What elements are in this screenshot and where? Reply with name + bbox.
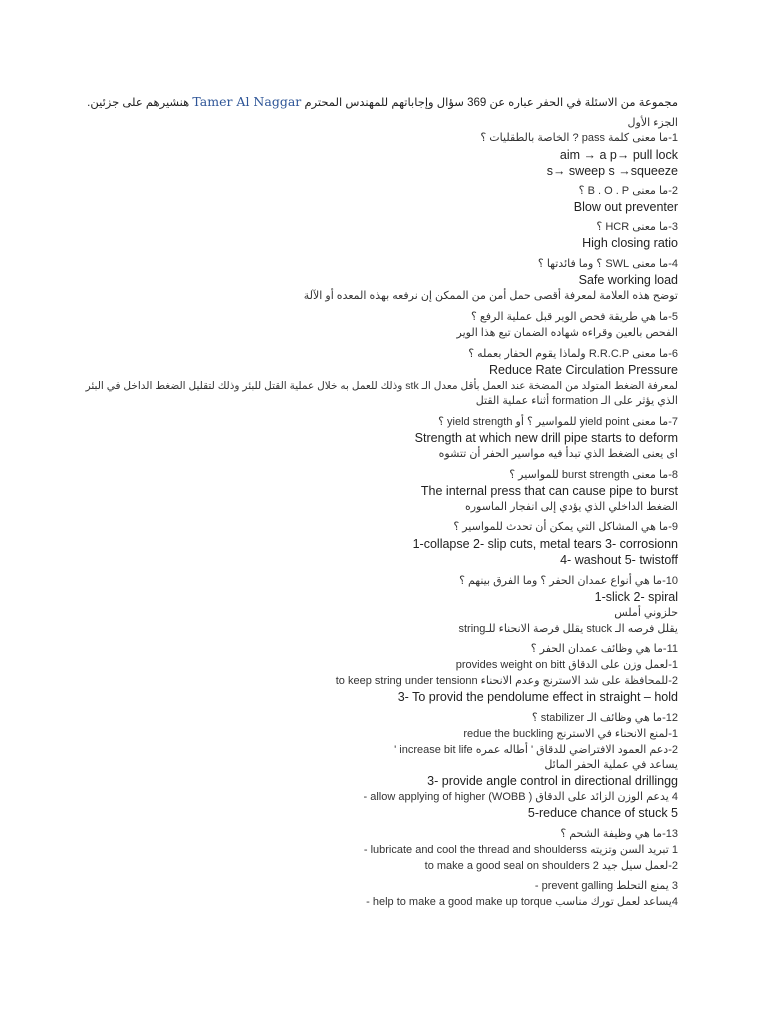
answer-line: 3- To provid the pendolume effect in straight – hold xyxy=(397,690,678,704)
answer-line: High closing ratio xyxy=(582,236,678,250)
answer-line: يقلل فرصه الـ stuck يقلل فرصة الانحناء للـstring xyxy=(458,623,678,635)
answer-line: The internal press that can cause pipe to burst xyxy=(420,484,678,498)
title-text-before: مجموعة من الاسئلة في الحفر عباره عن 369 سؤال وإجاباتهم للمهندس المحترم xyxy=(304,97,678,109)
answer-line: حلزوني أملس xyxy=(614,607,678,619)
answer-line: 1 تبريد السن وتزيته lubricate and cool the thread and shoulderss - xyxy=(363,844,678,856)
answer-line: Blow out preventer xyxy=(573,200,678,214)
answer-line: 3 يمنع التحلط prevent galling - xyxy=(534,880,678,892)
document-title xyxy=(87,94,678,111)
answer-line: الضغط الداخلي الذي يؤدي إلى انفجار الماسوره xyxy=(464,501,678,513)
part-heading: الجزء الأول xyxy=(627,117,678,129)
answer-line: Strength at which new drill pipe starts to deform xyxy=(414,431,678,445)
question-9: 9-ما هي المشاكل التي يمكن أن تحدث للمواسير ؟ xyxy=(453,521,678,533)
answer-line: 4 يدعم الوزن الزائد على الدقاق ( allow applying of higher (WOBB - xyxy=(363,791,678,803)
question-8: 8-ما معنى burst strength للمواسير ؟ xyxy=(509,469,678,481)
question-6: 6-ما معنى R.R.C.P ولماذا يقوم الحفار بعمله ؟ xyxy=(468,348,678,360)
title-text-after: هنشيرهم على جزئين. xyxy=(87,97,190,109)
question-12: 12-ما هي وظائف الـ stabilizer ؟ xyxy=(531,712,678,724)
answer-line: يساعد في عملية الحفر المائل xyxy=(544,759,678,771)
answer-line: 1-لعمل وزن على الدقاق provides weight on bitt xyxy=(455,659,678,671)
author-name: Tamer Al Naggar xyxy=(192,94,302,109)
question-4: 4-ما معنى SWL ؟ وما فائدتها ؟ xyxy=(537,258,678,270)
answer-line: اى يعنى الضغط الذي تبدأ فيه مواسير الحفر أن تتشوه xyxy=(438,448,678,460)
answer-line: 2-لعمل سيل جيد to make a good seal on shoulders 2 xyxy=(424,860,678,872)
answer-line: Safe working load xyxy=(578,273,678,287)
answer-line: s→ sweep s →squeeze xyxy=(546,164,678,178)
question-10: 10-ما هي أنواع عمدان الحفر ؟ وما الفرق بينهم ؟ xyxy=(459,575,678,587)
question-1: 1-ما معنى كلمة pass ? الخاصة بالطقليات ؟ xyxy=(480,132,678,144)
answer-line: 2-للمحافظة على شد الاسترنج وعدم الانحناء to keep string under tensionn xyxy=(335,675,678,687)
answer-line: توضح هذه العلامة لمعرفة أقصى حمل أمن من الممكن إن نرفعه بهذه المعده أو الآلة xyxy=(303,290,678,302)
answer-line: 1-لمنع الانحناء في الاسترنج redue the buckling xyxy=(463,728,678,740)
answer-line: Reduce Rate Circulation Pressure xyxy=(489,363,678,377)
answer-line: 1-collapse 2- slip cuts, metal tears 3- corrosionn xyxy=(412,537,678,551)
answer-line: aim → a p→ pull lock xyxy=(559,148,678,162)
question-11: 11-ما هي وظائف عمدان الحفر ؟ xyxy=(530,643,678,655)
answer-line: 2-دعم العمود الافتراضي للدقاق ' أطاله عمره increase bit life ' xyxy=(394,744,678,756)
question-5: 5-ما هي طريقة فحص الوير قبل عملية الرفع ؟ xyxy=(471,311,678,323)
question-13: 13-ما هي وظيفة الشحم ؟ xyxy=(560,828,678,840)
answer-line: الذي يؤثر على الـ formation أثناء عملية القتل xyxy=(475,395,678,407)
question-2: 2-ما معنى B . O . P ؟ xyxy=(578,185,678,197)
question-3: 3-ما معنى HCR ؟ xyxy=(596,221,678,233)
question-7: 7-ما معنى yield point للمواسير ؟ أو yield strength ؟ xyxy=(438,416,678,428)
answer-line: 1-slick 2- spiral xyxy=(594,590,678,604)
answer-line: الفحص بالعين وقراءه شهاده الضمان تبع هذا الوير xyxy=(456,327,678,339)
answer-line: لمعرفة الضغط المتولد من المضخة عند العمل بأقل معدل الـ stk وذلك للعمل به خلال عملية القتل للبئر وذلك لتقليل الضغط الداخل في البئر xyxy=(85,380,678,392)
answer-line: 3- provide angle control in directional drillingg xyxy=(427,774,678,788)
answer-line: 4- washout 5- twistoff xyxy=(560,553,678,567)
answer-line: 4يساعد لعمل تورك مناسب help to make a good make up torque - xyxy=(366,896,678,908)
answer-line: 5-reduce chance of stuck 5 xyxy=(527,806,678,820)
